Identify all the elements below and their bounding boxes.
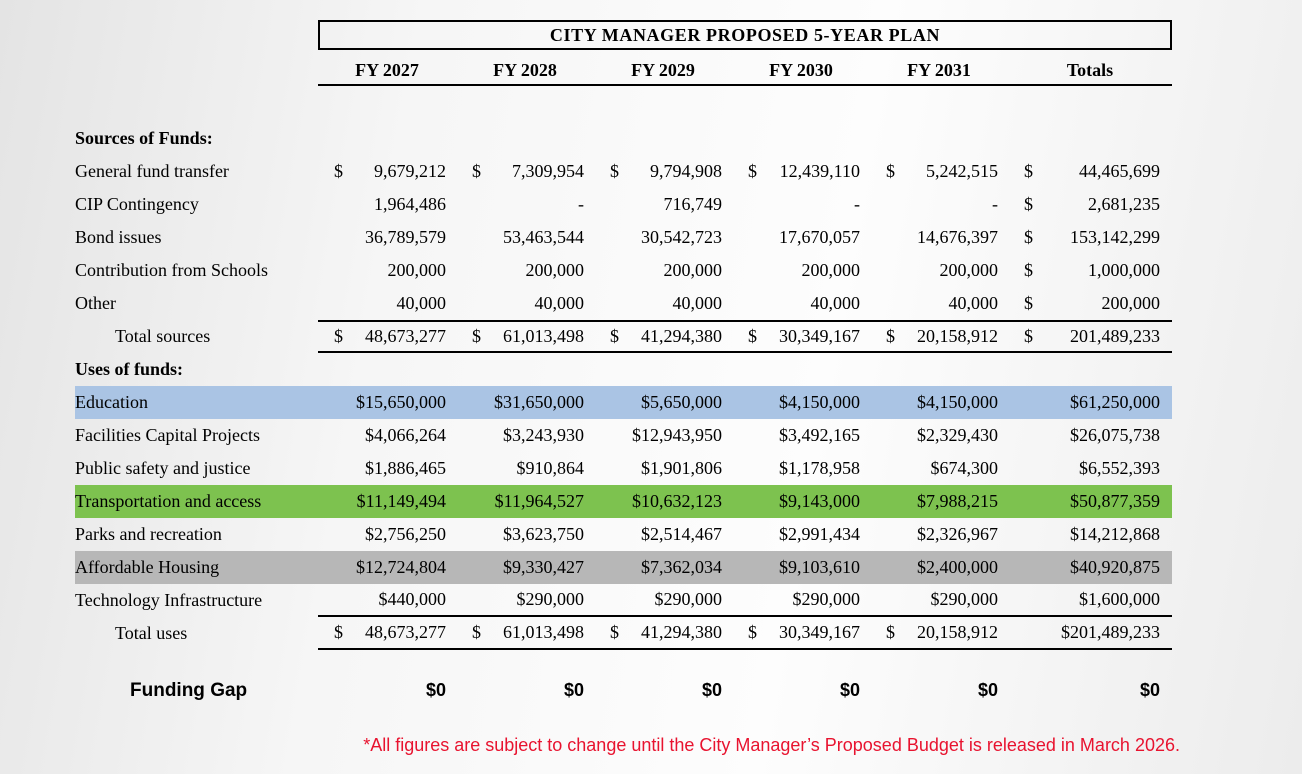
amount-cell: $3,492,165	[779, 425, 860, 445]
amount-value: 200,000	[1101, 293, 1160, 313]
sources-heading: Sources of Funds:	[75, 128, 213, 148]
amount-value: 30,349,167	[779, 622, 860, 642]
amount-value: -	[578, 194, 584, 214]
amount-cell	[594, 322, 732, 351]
amount-cell: $11,149,494	[356, 491, 446, 511]
amount-value: 5,242,515	[926, 161, 998, 181]
amount-value: 201,489,233	[1070, 326, 1160, 346]
amount-cell	[456, 221, 594, 254]
amount-cell-total: $1,600,000	[1079, 589, 1160, 609]
amount-cell	[732, 287, 870, 320]
row-label: Public safety and justice	[75, 458, 251, 478]
amount-cell	[318, 254, 456, 287]
funding-gap-value: $0	[839, 680, 860, 700]
amount-cell	[594, 188, 732, 221]
row-label: Affordable Housing	[75, 557, 220, 577]
amount-cell: $10,632,123	[632, 491, 722, 511]
currency-symbol: $	[1024, 161, 1033, 181]
amount-cell-total	[1008, 188, 1172, 221]
amount-cell	[870, 155, 1008, 188]
amount-value: 12,439,110	[779, 161, 860, 181]
amount-cell-total: $61,250,000	[1070, 392, 1160, 412]
sources-heading-row	[75, 122, 1172, 155]
header-spacer	[75, 56, 318, 86]
row-label: Contribution from Schools	[75, 260, 268, 280]
amount-cell-total	[1008, 287, 1172, 320]
column-header: Totals	[1066, 59, 1114, 80]
table-row	[75, 584, 1172, 617]
amount-cell: $15,650,000	[356, 392, 446, 412]
amount-value: 40,000	[810, 293, 860, 313]
funding-gap-value: $0	[563, 680, 584, 700]
currency-symbol: $	[1024, 326, 1033, 346]
amount-value: 53,463,544	[503, 227, 584, 247]
amount-value: 36,789,579	[365, 227, 446, 247]
amount-cell: $3,623,750	[503, 524, 584, 544]
amount-cell-total: $26,075,738	[1070, 425, 1160, 445]
row-values	[318, 221, 1172, 254]
amount-value: 20,158,912	[917, 622, 998, 642]
funding-gap-value: $0	[1139, 680, 1160, 700]
spacer	[75, 86, 1302, 122]
amount-cell-total: $50,877,359	[1070, 491, 1160, 511]
funding-gap-value: $0	[977, 680, 998, 700]
amount-cell-total	[1008, 322, 1172, 351]
row-values	[318, 254, 1172, 287]
row-label: Facilities Capital Projects	[75, 425, 260, 445]
currency-symbol: $	[748, 326, 757, 346]
amount-cell: $7,362,034	[641, 557, 722, 577]
amount-value: 20,158,912	[917, 326, 998, 346]
amount-cell: $3,243,930	[503, 425, 584, 445]
amount-cell-total	[1008, 617, 1172, 648]
amount-value: 14,676,397	[917, 227, 998, 247]
amount-cell	[870, 221, 1008, 254]
amount-cell: $4,150,000	[779, 392, 860, 412]
amount-cell	[594, 155, 732, 188]
currency-symbol: $	[1024, 260, 1033, 280]
table-row	[75, 155, 1172, 188]
amount-cell: $9,103,610	[779, 557, 860, 577]
amount-cell: $2,329,430	[917, 425, 998, 445]
amount-value: -	[854, 194, 860, 214]
row-values	[318, 320, 1172, 353]
amount-cell	[732, 322, 870, 351]
row-label: General fund transfer	[75, 161, 229, 181]
amount-value: 30,349,167	[779, 326, 860, 346]
table-row	[75, 485, 1172, 518]
currency-symbol: $	[1024, 293, 1033, 313]
amount-cell	[594, 287, 732, 320]
amount-value: 17,670,057	[779, 227, 860, 247]
amount-value: 40,000	[948, 293, 998, 313]
currency-symbol: $	[886, 161, 895, 181]
currency-symbol: $	[334, 622, 343, 642]
column-header: FY 2029	[631, 59, 695, 80]
amount-cell: $2,326,967	[917, 524, 998, 544]
currency-symbol: $	[472, 161, 481, 181]
currency-symbol: $	[610, 161, 619, 181]
amount-value: 153,142,299	[1070, 227, 1160, 247]
amount-value: 200,000	[939, 260, 998, 280]
amount-value: 40,000	[534, 293, 584, 313]
currency-symbol: $	[748, 161, 757, 181]
amount-value: 40,000	[672, 293, 722, 313]
table-row	[75, 287, 1172, 320]
row-label: Technology Infrastructure	[75, 590, 263, 610]
uses-rows	[75, 386, 1302, 617]
amount-cell-total: $6,552,393	[1079, 458, 1160, 478]
column-header: FY 2030	[769, 59, 833, 80]
row-values	[318, 188, 1172, 221]
currency-symbol: $	[334, 326, 343, 346]
amount-value: 61,013,498	[503, 622, 584, 642]
row-values	[318, 551, 1172, 584]
total-sources-row	[75, 320, 1172, 353]
amount-cell: $290,000	[792, 589, 860, 609]
uses-heading-row	[75, 353, 1172, 386]
amount-cell: $290,000	[930, 589, 998, 609]
table-row	[75, 188, 1172, 221]
funding-gap-value: $0	[701, 680, 722, 700]
amount-cell	[318, 221, 456, 254]
amount-cell-total	[1008, 155, 1172, 188]
amount-value: 30,542,723	[641, 227, 722, 247]
amount-cell	[456, 617, 594, 648]
amount-value: 7,309,954	[512, 161, 584, 181]
amount-cell: $2,400,000	[917, 557, 998, 577]
amount-cell: $12,943,950	[632, 425, 722, 445]
amount-cell	[870, 188, 1008, 221]
currency-symbol: $	[1024, 227, 1033, 247]
amount-cell	[870, 254, 1008, 287]
amount-cell	[456, 188, 594, 221]
table-row	[75, 452, 1172, 485]
amount-cell	[732, 188, 870, 221]
amount-cell: $2,514,467	[641, 524, 722, 544]
amount-value: 200,000	[801, 260, 860, 280]
column-header: FY 2028	[493, 59, 557, 80]
amount-cell: $7,988,215	[917, 491, 998, 511]
amount-cell	[732, 617, 870, 648]
currency-symbol: $	[610, 326, 619, 346]
amount-cell-total: $14,212,868	[1070, 524, 1160, 544]
amount-cell	[456, 254, 594, 287]
amount-cell-total	[1008, 221, 1172, 254]
row-values	[318, 452, 1172, 485]
funding-gap-label: Funding Gap	[130, 679, 248, 701]
currency-symbol: $	[472, 622, 481, 642]
amount-cell	[732, 155, 870, 188]
column-header-row	[75, 56, 1172, 86]
amount-cell	[456, 155, 594, 188]
row-label: Total uses	[115, 623, 188, 643]
amount-cell: $4,150,000	[917, 392, 998, 412]
row-label: Parks and recreation	[75, 524, 222, 544]
amount-cell: $290,000	[516, 589, 584, 609]
amount-value: 41,294,380	[641, 622, 722, 642]
row-values	[318, 617, 1172, 650]
row-values	[318, 518, 1172, 551]
amount-value: 1,000,000	[1088, 260, 1160, 280]
currency-symbol: $	[748, 622, 757, 642]
amount-value: 40,000	[396, 293, 446, 313]
amount-value: 9,679,212	[374, 161, 446, 181]
amount-cell: $674,300	[930, 458, 998, 478]
row-values	[318, 287, 1172, 320]
funding-gap-values	[318, 674, 1172, 707]
amount-cell	[456, 287, 594, 320]
table-row	[75, 254, 1172, 287]
amount-value: 1,964,486	[374, 194, 446, 214]
amount-value: 200,000	[387, 260, 446, 280]
row-values	[318, 584, 1172, 617]
amount-cell	[594, 617, 732, 648]
amount-cell	[594, 254, 732, 287]
amount-cell-total: $40,920,875	[1070, 557, 1160, 577]
amount-cell-total	[1008, 254, 1172, 287]
amount-value: 200,000	[663, 260, 722, 280]
column-header: FY 2027	[355, 59, 419, 80]
amount-cell: $5,650,000	[641, 392, 722, 412]
column-header: FY 2031	[907, 59, 971, 80]
table-row	[75, 518, 1172, 551]
amount-value: 44,465,699	[1079, 161, 1160, 181]
footnote: *All figures are subject to change until the City Manager’s Proposed Budget is released in March 2026.	[363, 735, 1180, 755]
amount-cell	[732, 221, 870, 254]
currency-symbol: $	[1024, 194, 1033, 214]
table-row	[75, 551, 1172, 584]
row-label: Other	[75, 293, 116, 313]
amount-cell: $1,901,806	[641, 458, 722, 478]
empty-cells	[318, 122, 1172, 155]
amount-cell	[318, 155, 456, 188]
row-label: CIP Contingency	[75, 194, 199, 214]
amount-cell: $910,864	[516, 458, 584, 478]
table-row	[75, 419, 1172, 452]
amount-value: $201,489,233	[1061, 622, 1160, 642]
amount-cell: $1,178,958	[779, 458, 860, 478]
amount-cell: $1,886,465	[365, 458, 446, 478]
currency-symbol: $	[472, 326, 481, 346]
amount-cell: $12,724,804	[356, 557, 446, 577]
funding-gap-row	[75, 674, 1172, 707]
amount-value: 716,749	[663, 194, 722, 214]
currency-symbol: $	[334, 161, 343, 181]
column-headers	[318, 56, 1172, 86]
row-values	[318, 485, 1172, 518]
amount-cell: $31,650,000	[494, 392, 584, 412]
amount-cell	[318, 188, 456, 221]
amount-cell: $2,991,434	[779, 524, 860, 544]
amount-value: 41,294,380	[641, 326, 722, 346]
amount-cell	[456, 322, 594, 351]
row-values	[318, 419, 1172, 452]
amount-value: 48,673,277	[365, 326, 446, 346]
uses-heading: Uses of funds:	[75, 359, 184, 379]
sources-rows	[75, 155, 1302, 320]
amount-cell: $9,143,000	[779, 491, 860, 511]
amount-cell: $4,066,264	[365, 425, 446, 445]
amount-cell: $440,000	[378, 589, 446, 609]
amount-value: 2,681,235	[1088, 194, 1160, 214]
row-label: Education	[75, 392, 148, 412]
table-row	[75, 386, 1172, 419]
amount-cell	[594, 221, 732, 254]
table-title-text: CITY MANAGER PROPOSED 5-YEAR PLAN	[549, 24, 941, 45]
amount-cell	[870, 617, 1008, 648]
row-label: Transportation and access	[75, 491, 262, 511]
amount-cell: $290,000	[654, 589, 722, 609]
amount-cell	[732, 254, 870, 287]
row-label: Total sources	[115, 326, 211, 346]
funding-gap-value: $0	[425, 680, 446, 700]
amount-cell	[870, 287, 1008, 320]
row-label: Bond issues	[75, 227, 162, 247]
amount-value: 48,673,277	[365, 622, 446, 642]
currency-symbol: $	[886, 622, 895, 642]
amount-value: 200,000	[525, 260, 584, 280]
empty-cells	[318, 353, 1172, 386]
currency-symbol: $	[886, 326, 895, 346]
row-values	[318, 386, 1172, 419]
amount-value: -	[992, 194, 998, 214]
amount-value: 61,013,498	[503, 326, 584, 346]
amount-cell	[318, 617, 456, 648]
amount-value: 9,794,908	[650, 161, 722, 181]
amount-cell: $11,964,527	[494, 491, 584, 511]
amount-cell: $9,330,427	[503, 557, 584, 577]
amount-cell: $2,756,250	[365, 524, 446, 544]
amount-cell	[870, 322, 1008, 351]
total-uses-row	[75, 617, 1172, 650]
amount-cell	[318, 322, 456, 351]
row-values	[318, 155, 1172, 188]
currency-symbol: $	[610, 622, 619, 642]
table-row	[75, 221, 1172, 254]
table-title	[318, 20, 1172, 50]
amount-cell	[318, 287, 456, 320]
